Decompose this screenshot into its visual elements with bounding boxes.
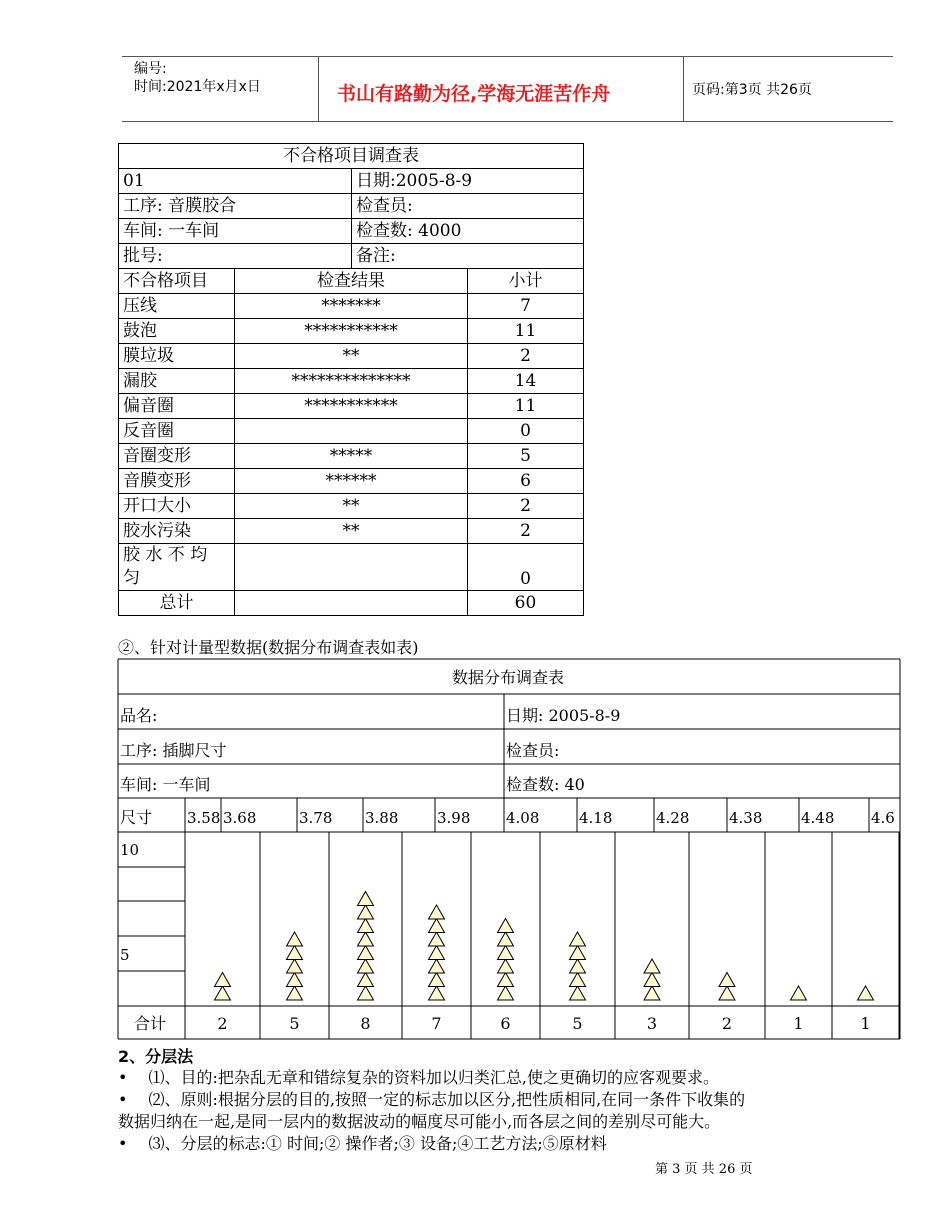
bullet-3-text: ⑶、分层的标志:① 时间;② 操作者;③ 设备;④工艺方法;⑤原材料	[148, 1134, 607, 1153]
distribution-marker	[644, 986, 660, 1000]
row-marks: ***********	[235, 394, 468, 419]
bullet-1	[118, 1066, 719, 1090]
table1-date: 日期:2005-8-9	[352, 169, 584, 194]
data-distribution-table	[117, 658, 901, 1042]
size-tick-labels	[187, 809, 895, 827]
header-top-rule	[122, 56, 893, 57]
distribution-marker	[287, 986, 303, 1000]
size-tick-label: 3.98	[437, 809, 471, 827]
table-row	[119, 419, 584, 444]
total-row	[119, 591, 584, 616]
y-label-5: 5	[120, 946, 130, 964]
total-value: 60	[468, 591, 584, 616]
table-row	[119, 319, 584, 344]
table1-inspector: 检查员:	[352, 194, 584, 219]
header-bottom-rule	[122, 121, 893, 122]
count-label: 6	[500, 1014, 511, 1033]
row-item-line1: 胶 水 不 均	[123, 545, 208, 565]
distribution-marker	[358, 959, 374, 973]
defect-survey-table	[118, 143, 584, 616]
distribution-marker	[358, 946, 374, 960]
table-row	[119, 294, 584, 319]
table1-check-count: 检查数: 4000	[352, 219, 584, 244]
table1-remarks: 备注:	[352, 244, 584, 269]
distribution-marker	[358, 919, 374, 933]
table2-process: 工序: 插脚尺寸	[120, 741, 227, 760]
header-time: 时间:2021年x月x日	[134, 79, 261, 95]
count-label: 1	[793, 1014, 804, 1033]
row-count: 2	[468, 519, 584, 544]
table1-process: 工序: 音膜胶合	[119, 194, 352, 219]
y-label-10: 10	[120, 841, 140, 859]
bullet-dot: •	[118, 1068, 128, 1087]
count-label: 5	[289, 1014, 300, 1033]
row-item: 音膜变形	[119, 469, 235, 494]
distribution-marker	[287, 973, 303, 987]
row-marks: ******	[235, 469, 468, 494]
row-item: 漏胶	[119, 369, 235, 394]
row-marks: **************	[235, 369, 468, 394]
distribution-marker	[644, 959, 660, 973]
row-count: 0	[468, 544, 584, 591]
bullet-3	[118, 1132, 607, 1156]
distribution-marker	[498, 973, 514, 987]
table1-batch: 批号:	[119, 244, 352, 269]
table1-code: 01	[119, 169, 352, 194]
count-label: 8	[360, 1014, 371, 1033]
header-number: 编号:	[134, 61, 167, 77]
row-item	[119, 544, 235, 591]
distribution-marker	[358, 905, 374, 919]
table2-title: 数据分布调查表	[451, 668, 565, 687]
distribution-marker	[287, 959, 303, 973]
table2-total-label: 合计	[133, 1014, 167, 1033]
distribution-marker	[498, 932, 514, 946]
page-footer: 第 3 页 共 26 页	[655, 1162, 753, 1177]
distribution-marker	[429, 946, 445, 960]
table-row	[119, 394, 584, 419]
distribution-marker	[429, 905, 445, 919]
total-marks	[235, 591, 468, 616]
table1-col-subtotal: 小计	[468, 269, 584, 294]
header-divider-2	[683, 56, 684, 122]
distribution-marker	[429, 986, 445, 1000]
distribution-marker	[287, 932, 303, 946]
distribution-marker	[719, 986, 735, 1000]
table1-col-result: 检查结果	[235, 269, 468, 294]
row-marks: **	[235, 494, 468, 519]
row-marks: **	[235, 519, 468, 544]
distribution-marker	[791, 986, 807, 1000]
row-item: 压线	[119, 294, 235, 319]
count-labels	[217, 1014, 870, 1033]
distribution-marker	[858, 986, 874, 1000]
distribution-marker	[215, 973, 231, 987]
distribution-marker	[570, 973, 586, 987]
distribution-marker	[570, 986, 586, 1000]
distribution-marker	[498, 959, 514, 973]
row-count: 2	[468, 494, 584, 519]
table-row	[119, 469, 584, 494]
row-item: 偏音圈	[119, 394, 235, 419]
row-count: 6	[468, 469, 584, 494]
header-divider-1	[318, 56, 319, 122]
count-label: 2	[217, 1014, 228, 1033]
row-marks: *******	[235, 294, 468, 319]
row-count: 5	[468, 444, 584, 469]
row-item: 胶水污染	[119, 519, 235, 544]
table1-title: 不合格项目调查表	[119, 144, 584, 169]
bullet-dot: •	[118, 1090, 128, 1109]
row-item: 开口大小	[119, 494, 235, 519]
distribution-marker	[429, 932, 445, 946]
distribution-marker	[498, 946, 514, 960]
table1-col-item: 不合格项目	[119, 269, 235, 294]
distribution-marker	[358, 973, 374, 987]
distribution-marker	[570, 946, 586, 960]
table-row	[119, 519, 584, 544]
count-label: 5	[572, 1014, 583, 1033]
header-page: 页码:第3页 共26页	[692, 82, 812, 98]
table-row	[119, 444, 584, 469]
distribution-marker	[644, 973, 660, 987]
distribution-marker	[358, 892, 374, 906]
bullet-2-cont: 数据归纳在一起,是同一层内的数据波动的幅度尽可能小,而各层之间的差别尽可能大。	[118, 1112, 721, 1131]
row-count: 11	[468, 319, 584, 344]
table2-check-count: 检查数: 40	[506, 775, 585, 794]
distribution-marker	[498, 986, 514, 1000]
size-tick-label: 3.68	[223, 809, 257, 827]
size-tick-label: 3.78	[299, 809, 333, 827]
bullet-dot: •	[118, 1134, 128, 1153]
size-tick-label: 4.08	[506, 809, 540, 827]
table-row	[119, 344, 584, 369]
row-marks: **	[235, 344, 468, 369]
bullet-1-text: ⑴、目的:把杂乱无章和错综复杂的资料加以归类汇总,使之更确切的应客观要求。	[148, 1068, 720, 1087]
size-tick-label: 4.6	[871, 809, 895, 827]
size-tick-label: 4.38	[729, 809, 763, 827]
header-motto: 书山有路勤为径,学海无涯苦作舟	[337, 83, 611, 105]
row-count: 11	[468, 394, 584, 419]
count-label: 2	[721, 1014, 733, 1033]
count-label: 7	[431, 1014, 442, 1033]
table2-product: 品名:	[120, 706, 158, 725]
row-item-line2: 匀	[123, 568, 140, 588]
row-count: 14	[468, 369, 584, 394]
table2-workshop: 车间: 一车间	[120, 775, 211, 794]
size-tick-label: 4.48	[801, 809, 835, 827]
size-tick-label: 4.28	[656, 809, 690, 827]
distribution-marker	[429, 919, 445, 933]
table-row	[119, 369, 584, 394]
distribution-marker	[358, 986, 374, 1000]
section-heading: 2、分层法	[118, 1047, 194, 1066]
count-label: 1	[860, 1014, 871, 1033]
row-item: 鼓泡	[119, 319, 235, 344]
distribution-marker	[498, 919, 514, 933]
table2-size-label: 尺寸	[120, 808, 153, 827]
row-item: 反音圈	[119, 419, 235, 444]
size-tick-label: 3.88	[365, 809, 399, 827]
distribution-marker	[570, 959, 586, 973]
distribution-marker	[287, 946, 303, 960]
table-row	[119, 494, 584, 519]
distribution-marker	[719, 973, 735, 987]
table2-inspector: 检查员:	[506, 741, 560, 760]
size-tick-label: 3.58	[187, 809, 221, 827]
distribution-marker	[215, 986, 231, 1000]
row-count: 0	[468, 419, 584, 444]
row-item: 音圈变形	[119, 444, 235, 469]
distribution-marker	[429, 959, 445, 973]
total-label: 总计	[119, 591, 235, 616]
distribution-marker	[358, 932, 374, 946]
row-count: 7	[468, 294, 584, 319]
row-count: 2	[468, 344, 584, 369]
table2-date: 日期: 2005-8-9	[506, 706, 621, 725]
table-row	[119, 544, 584, 591]
distribution-marker	[570, 932, 586, 946]
row-item: 膜垃圾	[119, 344, 235, 369]
row-marks: ***********	[235, 319, 468, 344]
count-label: 3	[646, 1014, 658, 1033]
row-marks	[235, 544, 468, 591]
bullet-2-text: ⑵、原则:根据分层的目的,按照一定的标志加以区分,把性质相同,在同一条件下收集的	[148, 1090, 746, 1109]
bullet-2	[118, 1088, 745, 1112]
row-marks: *****	[235, 444, 468, 469]
distribution-marker	[429, 973, 445, 987]
size-tick-label: 4.18	[579, 809, 613, 827]
row-marks	[235, 419, 468, 444]
note-metric-data: ②、针对计量型数据(数据分布调查表如表)	[118, 638, 419, 657]
table1-workshop: 车间: 一车间	[119, 219, 352, 244]
distribution-markers	[215, 892, 874, 1001]
